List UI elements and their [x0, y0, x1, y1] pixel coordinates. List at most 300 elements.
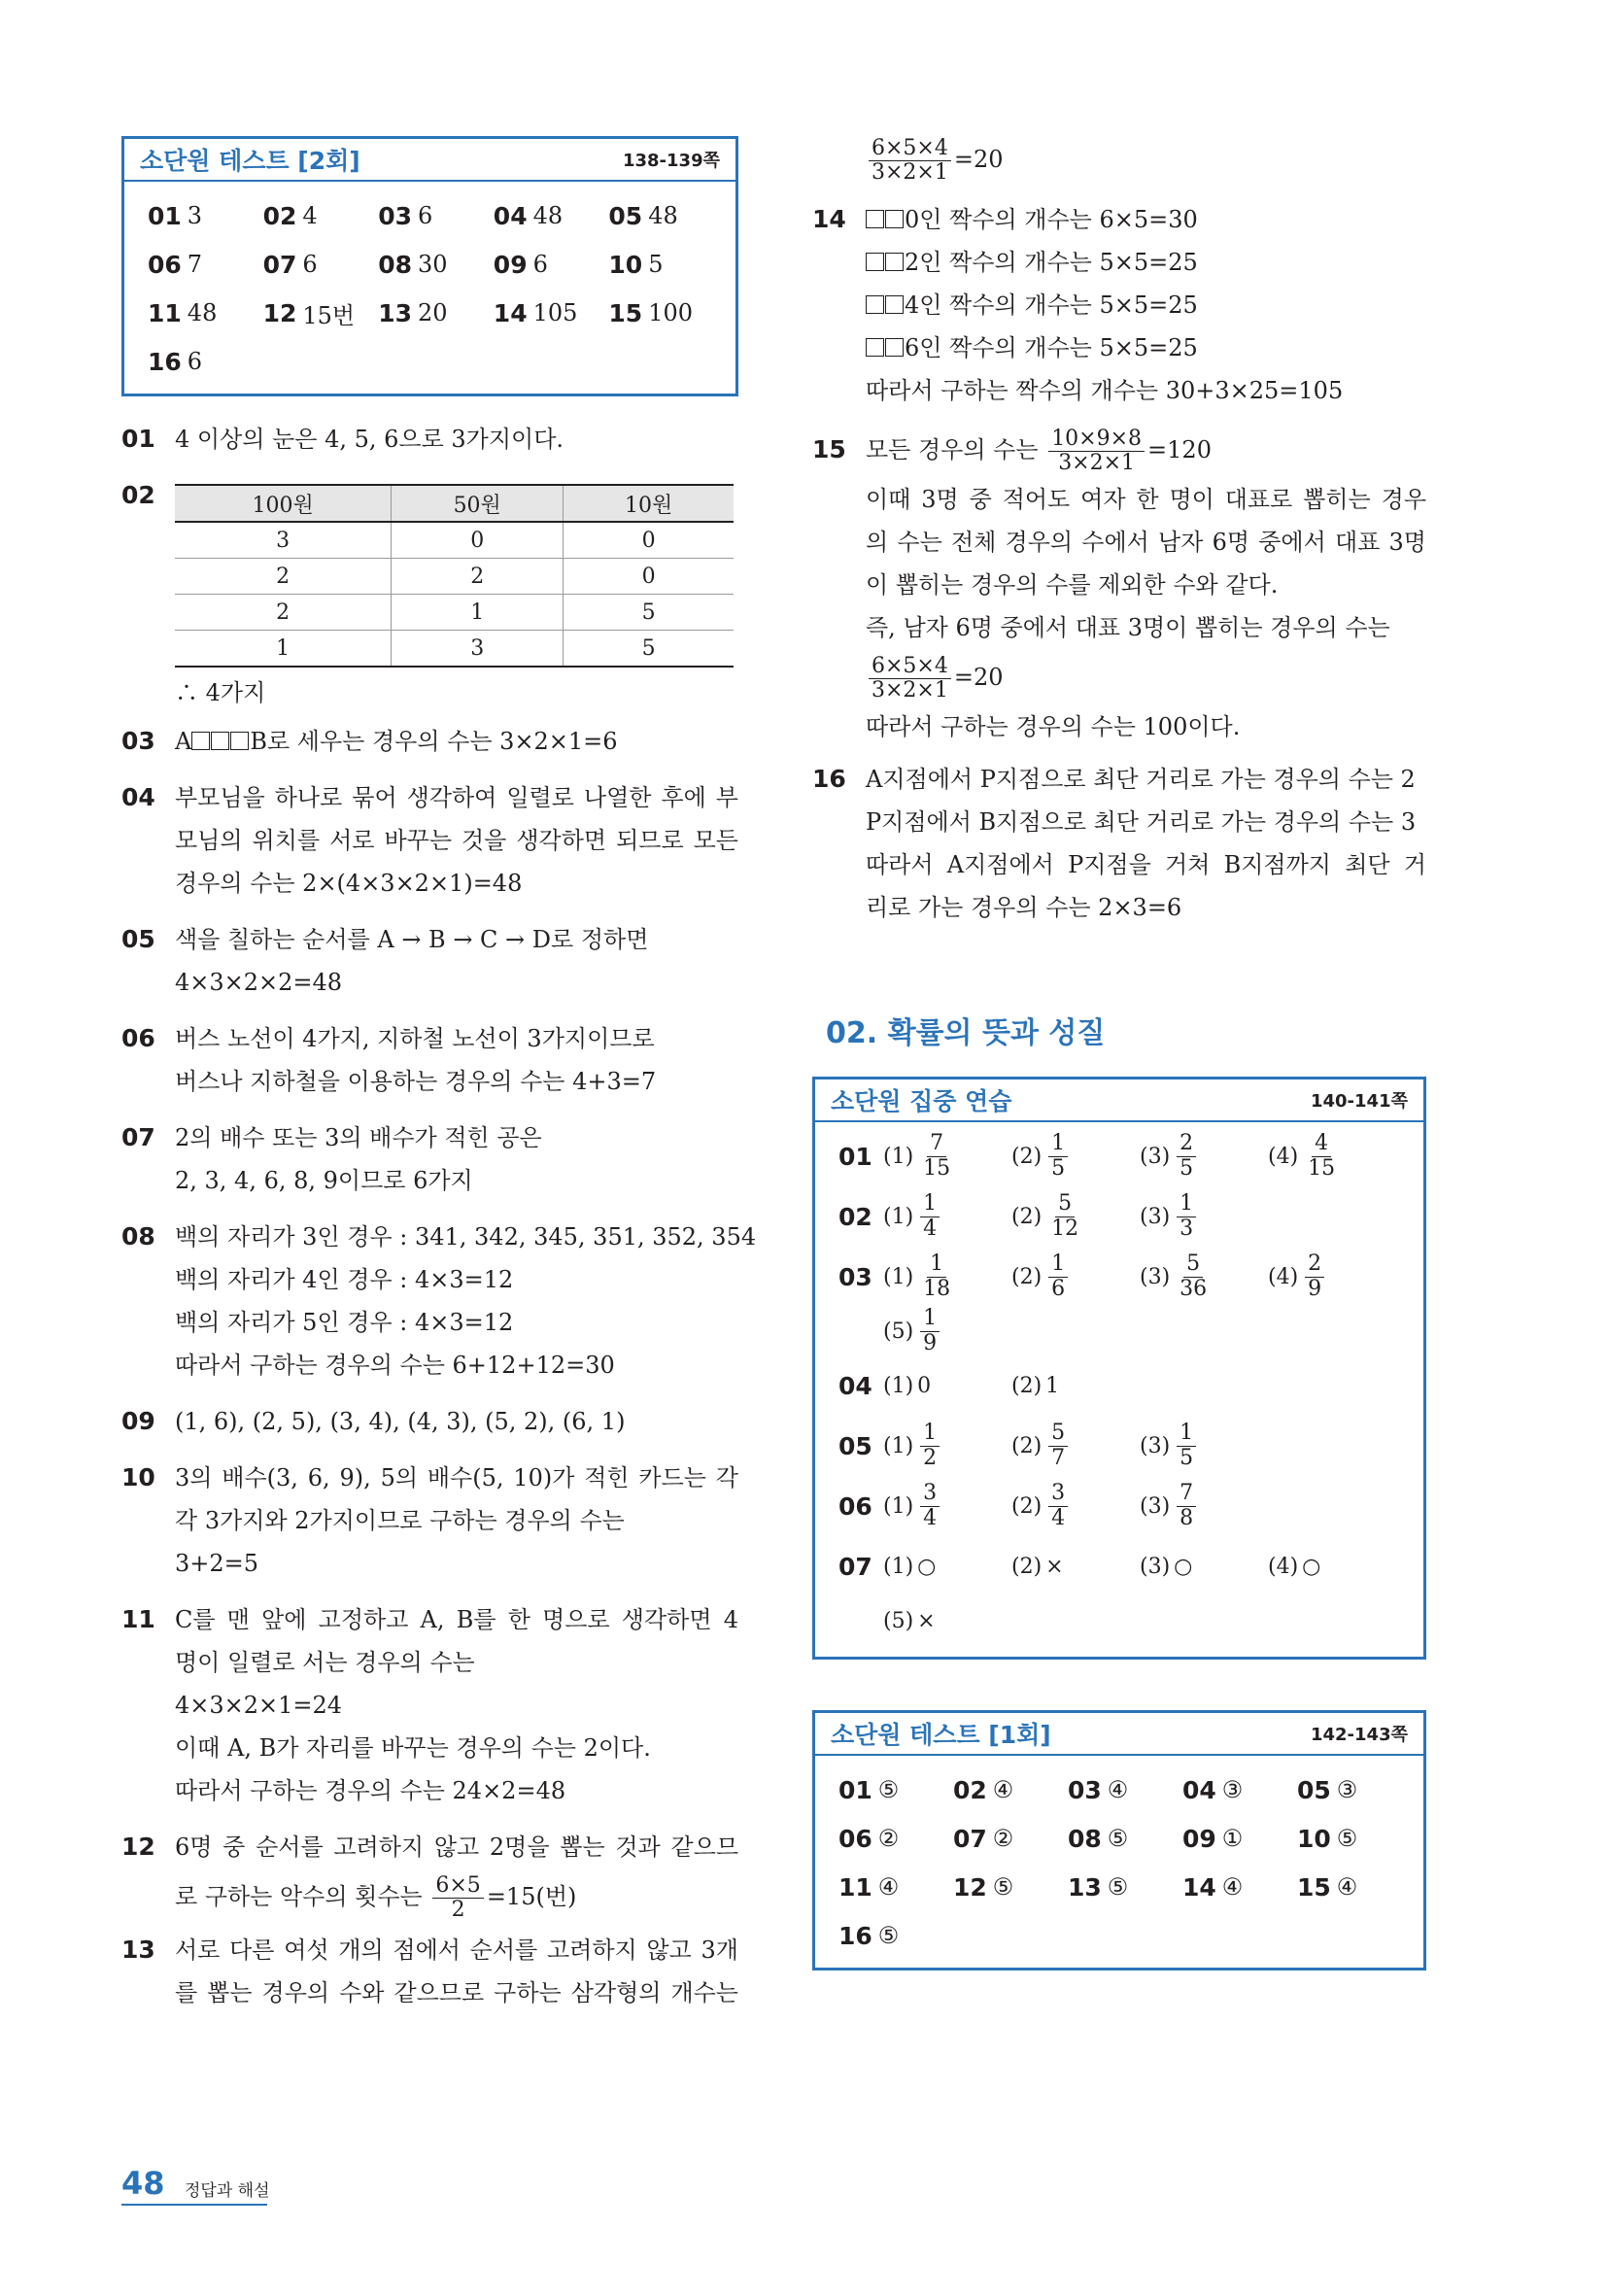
- solution-number: 11: [121, 1605, 155, 1633]
- practice-row: [838, 1307, 1412, 1355]
- solution-text: 3의 배수(3, 6, 9), 5의 배수(5, 10)가 적힌 카드는 각: [175, 1464, 738, 1491]
- answer-number: 16: [148, 347, 182, 376]
- test1-header: [815, 1713, 1423, 1756]
- sub-question-label: (1): [883, 1433, 914, 1458]
- sub-question-label: (4): [1268, 1144, 1299, 1169]
- practice-answer: [883, 1192, 1011, 1240]
- answer-number: 03: [1068, 1775, 1102, 1804]
- answer-number: 07: [838, 1552, 872, 1581]
- practice-answer: [883, 1132, 1011, 1180]
- denominator: 4: [923, 1216, 938, 1241]
- blank-box-icon: [866, 253, 884, 271]
- answer-number: 01: [148, 201, 182, 230]
- fraction: [1177, 1192, 1196, 1240]
- numerator: 1: [920, 1307, 940, 1331]
- answer-item: [838, 1863, 953, 1911]
- answer-item: [608, 191, 724, 240]
- table-cell: 5: [564, 631, 734, 668]
- answer-number: 15: [1297, 1872, 1331, 1902]
- practice-title: 소단원 집중 연습: [831, 1087, 1012, 1115]
- answer-value: 105: [532, 299, 578, 326]
- answer-item: [378, 191, 494, 240]
- answer-item: [494, 289, 609, 337]
- sub-question-label: (3): [1140, 1433, 1171, 1458]
- answer-value: ④: [1221, 1873, 1244, 1901]
- table-cell: 1: [175, 631, 392, 668]
- answer-number: 04: [1182, 1775, 1216, 1804]
- answer-item: [1068, 1765, 1182, 1814]
- blank-box-icon: [885, 295, 904, 314]
- practice-header: [815, 1079, 1423, 1122]
- table-cell: 0: [392, 522, 564, 559]
- solution-text: 따라서 구하는 짝수의 개수는 30+3×25=105: [866, 377, 1344, 404]
- denominator: 15: [1308, 1155, 1336, 1181]
- coin-table-header: 50원: [392, 485, 564, 522]
- answer-item: [148, 337, 263, 386]
- sub-question-label: (3): [1140, 1204, 1171, 1229]
- numerator: 10×9×8: [1048, 428, 1145, 452]
- practice-answer: [1268, 1132, 1396, 1180]
- practice-row: [838, 1416, 1412, 1476]
- answer-number: 06: [148, 250, 182, 279]
- fraction: [920, 1132, 953, 1180]
- answer-number: 03: [838, 1262, 872, 1291]
- answer-item: [953, 1863, 1068, 1911]
- answer-number: 01: [838, 1142, 872, 1171]
- practice-answer: [883, 1482, 1011, 1529]
- solution-text-part: 4인 짝수의 개수는 5×5=25: [905, 291, 1198, 319]
- answer-number: 13: [1068, 1872, 1102, 1902]
- solution-text-part: =20: [953, 664, 1004, 691]
- test2-answer-grid: [124, 182, 735, 394]
- numerator: 3: [1048, 1482, 1068, 1506]
- practice-answer: [1011, 1132, 1140, 1180]
- answer-value: ②: [992, 1825, 1014, 1852]
- answer-number: 11: [838, 1872, 872, 1902]
- blank-box-icon: [885, 253, 904, 271]
- practice-answer: [883, 1307, 1011, 1354]
- solution-number: 06: [121, 1024, 155, 1052]
- table-row: [175, 595, 734, 631]
- sub-question-label: (2): [1011, 1264, 1043, 1289]
- solution-text: A지점에서 P지점으로 최단 거리로 가는 경우의 수는 2: [866, 766, 1416, 793]
- answer-item: [263, 240, 379, 289]
- solution-text-part: 2인 짝수의 개수는 5×5=25: [905, 249, 1198, 276]
- answer-item: [1297, 1765, 1412, 1814]
- practice-answer: [883, 1422, 1011, 1469]
- solution-text: 따라서 구하는 경우의 수는 6+12+12=30: [175, 1352, 615, 1379]
- numerator: 1: [1048, 1252, 1068, 1277]
- sub-question-label: (2): [1011, 1144, 1043, 1169]
- answer-item: [1297, 1863, 1412, 1911]
- solution-text: 따라서 구하는 경우의 수는 24×2=48: [175, 1777, 566, 1804]
- practice-answer: [1011, 1252, 1140, 1300]
- table-cell: 0: [564, 522, 734, 559]
- practice-answer: [1011, 1555, 1140, 1579]
- table-cell: 2: [392, 559, 564, 595]
- fraction: [920, 1192, 940, 1240]
- answer-item: [838, 1814, 953, 1863]
- solution-number: 13: [121, 1936, 155, 1964]
- denominator: 4: [1051, 1505, 1066, 1530]
- solution-text: 백의 자리가 4인 경우 : 4×3=12: [175, 1266, 514, 1293]
- practice-row: [838, 1476, 1412, 1536]
- fraction: [920, 1307, 940, 1354]
- answer-number: 08: [378, 250, 412, 279]
- denominator: 36: [1180, 1276, 1208, 1301]
- answer-value: 48: [532, 202, 564, 229]
- practice-answer-list: [815, 1122, 1423, 1657]
- practice-answer: [883, 1374, 1011, 1398]
- answer-value: 15번: [302, 301, 356, 329]
- answer-item: [1182, 1814, 1297, 1863]
- fraction: [1177, 1482, 1196, 1529]
- solution-text: 각 3가지와 2가지이므로 구하는 경우의 수는: [175, 1507, 625, 1534]
- answer-number: 14: [1182, 1872, 1216, 1902]
- answer-value: ⑤: [1107, 1825, 1129, 1852]
- answer-value: 1: [1045, 1373, 1060, 1398]
- solution-02: [121, 474, 738, 714]
- solution-text-rest: B로 세우는 경우의 수는 3×2×1=6: [250, 728, 618, 755]
- solution-number: 04: [121, 783, 155, 811]
- answer-value: ④: [1107, 1776, 1129, 1803]
- solution-text: [866, 241, 1426, 284]
- answer-value: 100: [648, 299, 693, 326]
- answer-value: ③: [1221, 1776, 1244, 1803]
- solution-number: 16: [812, 765, 846, 793]
- solution-text: [866, 649, 1426, 705]
- sub-question-label: (3): [1140, 1493, 1171, 1519]
- solution-text: 4×3×2×2=48: [175, 969, 343, 996]
- answer-number: 05: [1297, 1775, 1331, 1804]
- answer-number: 01: [838, 1775, 872, 1804]
- solution-text: 4×3×2×1=24: [175, 1692, 343, 1719]
- sub-question-label: (1): [883, 1204, 914, 1229]
- solution-text: 버스나 지하철을 이용하는 경우의 수는 4+3=7: [175, 1068, 657, 1095]
- answer-value: ○: [1302, 1554, 1321, 1579]
- solution-text: 2의 배수 또는 3의 배수가 적힌 공은: [175, 1124, 542, 1151]
- right-column: [812, 134, 1426, 1970]
- solution-text-part: 0인 짝수의 개수는 6×5=30: [905, 206, 1198, 233]
- practice-answer: [883, 1252, 1011, 1300]
- answer-number: 05: [608, 201, 643, 230]
- solution-12: [121, 1826, 738, 1925]
- solution-09: [121, 1400, 738, 1443]
- fraction: [1048, 1252, 1068, 1300]
- numerator: 1: [920, 1422, 940, 1446]
- answer-value: ②: [877, 1825, 900, 1852]
- fraction: [920, 1252, 953, 1300]
- answer-value: ○: [917, 1554, 937, 1579]
- solution-16: [812, 758, 1426, 929]
- numerator: 6×5×4: [869, 655, 951, 679]
- practice-row: [838, 1536, 1412, 1596]
- solution-number: 07: [121, 1123, 155, 1151]
- solution-text: 3+2=5: [175, 1550, 259, 1577]
- denominator: 5: [1051, 1155, 1066, 1181]
- practice-row: [838, 1596, 1412, 1645]
- fraction: [1048, 428, 1145, 475]
- answer-value: ×: [917, 1608, 936, 1633]
- answer-number: 13: [378, 298, 412, 327]
- practice-answer: [1268, 1252, 1396, 1300]
- answer-value: ⑤: [877, 1922, 900, 1949]
- solution-text-part: 로 구하는 악수의 횟수는: [175, 1883, 423, 1910]
- blank-box-icon: [866, 210, 884, 228]
- solution-text: 2, 3, 4, 6, 8, 9이므로 6가지: [175, 1167, 473, 1194]
- test1-answer-box: [812, 1710, 1426, 1970]
- answer-number: 12: [262, 298, 297, 327]
- solution-06: [121, 1017, 738, 1103]
- answer-value: 30: [417, 251, 448, 278]
- answer-item: [148, 289, 263, 337]
- answer-value: ③: [1336, 1776, 1358, 1803]
- practice-answer: [1011, 1192, 1140, 1240]
- answer-value: 48: [187, 299, 218, 326]
- fraction: [1048, 1422, 1068, 1469]
- answer-item: [1068, 1863, 1182, 1911]
- test1-pages: 142-143쪽: [1310, 1725, 1408, 1745]
- answer-value: 6: [187, 348, 203, 375]
- solution-text: 따라서 구하는 경우의 수는 100이다.: [866, 713, 1241, 740]
- blank-box-icon: [885, 338, 904, 357]
- answer-item: [378, 289, 494, 337]
- sub-question-label: (1): [883, 1264, 914, 1289]
- numerator: 2: [1177, 1132, 1196, 1156]
- sub-question-label: (2): [1011, 1433, 1043, 1458]
- practice-answer: [1140, 1422, 1268, 1469]
- denominator: 7: [1051, 1445, 1066, 1470]
- solution-text: 6명 중 순서를 고려하지 않고 2명을 뽑는 것과 같으므: [175, 1833, 738, 1861]
- sub-question-label: (1): [883, 1373, 914, 1398]
- practice-row: [838, 1247, 1412, 1307]
- denominator: 15: [923, 1155, 951, 1181]
- answer-value: 6: [302, 251, 318, 278]
- numerator: 1: [920, 1192, 940, 1217]
- page-number: 48: [121, 2165, 165, 2202]
- solution-text: (1, 6), (2, 5), (3, 4), (4, 3), (5, 2), (6, 1): [175, 1408, 626, 1435]
- solution-text: [175, 1868, 738, 1925]
- solution-number: 02: [121, 481, 155, 509]
- solution-number: 01: [121, 425, 155, 453]
- blank-box-icon: [230, 732, 249, 750]
- practice-answer: [1140, 1482, 1268, 1529]
- test2-title: 소단원 테스트 [2회]: [140, 147, 360, 175]
- solution-text-part: 6인 짝수의 개수는 5×5=25: [905, 334, 1198, 361]
- answer-item: [148, 191, 263, 240]
- numerator: 1: [1177, 1422, 1196, 1446]
- denominator: 12: [1051, 1216, 1079, 1241]
- answer-item: [838, 1765, 953, 1814]
- denominator: 9: [1308, 1276, 1322, 1301]
- fraction: [920, 1482, 940, 1529]
- sub-question-label: (4): [1268, 1264, 1299, 1289]
- answer-value: ○: [1174, 1554, 1193, 1579]
- answer-value: 6: [417, 202, 433, 229]
- answer-item: [1182, 1765, 1297, 1814]
- left-column: [121, 136, 757, 2014]
- solution-text: 색을 칠하는 순서를 A → B → C → D로 정하면: [175, 926, 649, 953]
- sub-question-label: (4): [1268, 1554, 1299, 1579]
- denominator: 3×2×1: [872, 160, 948, 185]
- solution-number: 12: [121, 1833, 155, 1861]
- practice-answer: [1140, 1555, 1268, 1579]
- answer-number: 09: [493, 250, 528, 279]
- solution-07: [121, 1116, 738, 1202]
- solution-text-part: =20: [953, 146, 1004, 173]
- solution-13-continued: [812, 134, 1426, 185]
- label-a: A: [175, 728, 192, 755]
- answer-value: ④: [1336, 1873, 1358, 1901]
- denominator: 8: [1180, 1505, 1194, 1530]
- solution-text: [175, 720, 738, 763]
- solution-text: P지점에서 B지점으로 최단 거리로 가는 경우의 수는 3: [866, 808, 1417, 836]
- sub-question-label: (3): [1140, 1554, 1171, 1579]
- sub-question-label: (3): [1140, 1144, 1171, 1169]
- table-row: [175, 559, 734, 595]
- answer-number: 07: [262, 250, 297, 279]
- answer-item: [148, 240, 263, 289]
- answer-value: 20: [417, 299, 448, 326]
- table-row: [175, 631, 734, 668]
- solution-15: [812, 422, 1426, 748]
- fraction: [1048, 1132, 1068, 1180]
- sub-question-label: (5): [883, 1608, 914, 1633]
- denominator: 18: [923, 1276, 951, 1301]
- answer-value: ④: [992, 1776, 1014, 1803]
- answer-number: 07: [953, 1824, 987, 1853]
- fraction: [920, 1422, 940, 1469]
- solution-text: 백의 자리가 3인 경우 : 341, 342, 345, 351, 352, 354: [175, 1223, 757, 1251]
- answer-item: [838, 1911, 953, 1960]
- solution-text: 모님의 위치를 서로 바꾸는 것을 생각하면 되므로 모든: [175, 827, 738, 854]
- answer-value: ①: [1221, 1825, 1244, 1852]
- practice-answer: [883, 1609, 1011, 1633]
- coin-table-header: 100원: [175, 485, 392, 522]
- answer-number: 04: [838, 1371, 872, 1400]
- solution-text: 즉, 남자 6명 중에서 대표 3명이 뽑히는 경우의 수는: [866, 614, 1390, 641]
- solution-number: 03: [121, 727, 155, 755]
- solution-11: [121, 1598, 738, 1812]
- solution-text: 의 수는 전체 경우의 수에서 남자 6명 중에서 대표 3명: [866, 529, 1426, 556]
- solution-text: 경우의 수는 2×(4×3×2×1)=48: [175, 870, 523, 897]
- solution-text: 서로 다른 여섯 개의 점에서 순서를 고려하지 않고 3개: [175, 1936, 738, 1964]
- answer-number: 14: [493, 298, 528, 327]
- solution-text-part: 모든 경우의 수는: [866, 436, 1039, 463]
- answer-item: [378, 240, 494, 289]
- solution-text: 백의 자리가 5인 경우 : 4×3=12: [175, 1309, 514, 1336]
- answer-number: 03: [378, 201, 412, 230]
- answer-item: [494, 191, 609, 240]
- answer-item: [608, 289, 724, 337]
- answer-value: ⑤: [877, 1776, 900, 1803]
- practice-row: [838, 1186, 1412, 1247]
- practice-answer: [1011, 1422, 1140, 1469]
- solution-number: 14: [812, 205, 846, 233]
- table-cell: 3: [175, 522, 392, 559]
- fraction: [1177, 1422, 1196, 1469]
- fraction: [1048, 1482, 1068, 1529]
- blank-box-icon: [211, 732, 229, 750]
- denominator: 9: [923, 1330, 938, 1355]
- answer-value: ⑤: [992, 1873, 1014, 1901]
- sub-question-label: (1): [883, 1144, 914, 1169]
- answer-item: [608, 240, 724, 289]
- sub-question-label: (2): [1011, 1493, 1043, 1519]
- fraction: [869, 655, 951, 703]
- denominator: 2: [451, 1898, 465, 1922]
- fraction: [1305, 1132, 1338, 1180]
- answer-item: [1068, 1814, 1182, 1863]
- table-cell: 1: [392, 595, 564, 631]
- blank-box-icon: [885, 210, 904, 228]
- answer-number: 15: [608, 298, 643, 327]
- denominator: 3×2×1: [872, 678, 948, 703]
- solution-text-part: =15(번): [486, 1883, 577, 1910]
- solution-number: 08: [121, 1222, 155, 1251]
- numerator: 7: [1177, 1482, 1196, 1506]
- sub-question-label: (3): [1140, 1264, 1171, 1289]
- solution-text: [866, 284, 1426, 326]
- solution-01: [121, 418, 738, 461]
- solution-13: [121, 1929, 738, 2014]
- numerator: 3: [920, 1482, 940, 1506]
- sub-question-label: (1): [883, 1493, 914, 1519]
- numerator: 2: [1305, 1252, 1324, 1277]
- test2-pages: 138-139쪽: [622, 151, 720, 171]
- numerator: 7: [927, 1132, 946, 1156]
- answer-number: 02: [838, 1202, 872, 1231]
- answer-item: [1182, 1863, 1297, 1911]
- sub-question-label: (2): [1011, 1373, 1043, 1398]
- solution-08: [121, 1216, 757, 1387]
- fraction: [1177, 1252, 1210, 1300]
- denominator: 2: [923, 1445, 938, 1470]
- denominator: 4: [923, 1505, 938, 1530]
- denominator: 5: [1180, 1445, 1194, 1470]
- denominator: 3: [1180, 1216, 1194, 1241]
- fraction: [1305, 1252, 1324, 1300]
- answer-item: [494, 240, 609, 289]
- answer-item: [1297, 1814, 1412, 1863]
- sub-question-label: (2): [1011, 1554, 1043, 1579]
- solution-text: 4 이상의 눈은 4, 5, 6으로 3가지이다.: [175, 426, 564, 453]
- solution-text: 이때 3명 중 적어도 여자 한 명이 대표로 뽑히는 경우: [866, 486, 1426, 513]
- answer-value: ⑤: [1107, 1873, 1129, 1901]
- table-cell: 5: [564, 595, 734, 631]
- answer-item: [263, 289, 379, 337]
- answer-number: 16: [838, 1921, 872, 1950]
- practice-answer: [1268, 1555, 1396, 1579]
- footer-label: 정답과 해설: [185, 2181, 270, 2201]
- fraction: [1048, 1192, 1081, 1240]
- fraction: [432, 1874, 483, 1922]
- practice-answer: [1011, 1374, 1140, 1398]
- numerator: 6×5×4: [869, 137, 951, 161]
- solution-text: 부모님을 하나로 묶어 생각하여 일렬로 나열한 후에 부: [175, 784, 738, 811]
- solution-number: 05: [121, 925, 155, 953]
- answer-number: 10: [1297, 1824, 1331, 1853]
- answer-number: 10: [608, 250, 643, 279]
- table-cell: 2: [175, 595, 392, 631]
- solution-text: [866, 422, 1426, 478]
- test1-title: 소단원 테스트 [1회]: [831, 1721, 1051, 1749]
- solution-text: 이때 A, B가 자리를 바꾸는 경우의 수는 2이다.: [175, 1734, 651, 1762]
- test2-answer-box: [121, 136, 738, 396]
- denominator: 5: [1180, 1155, 1194, 1181]
- fraction: [869, 137, 951, 185]
- answer-number: 02: [953, 1775, 987, 1804]
